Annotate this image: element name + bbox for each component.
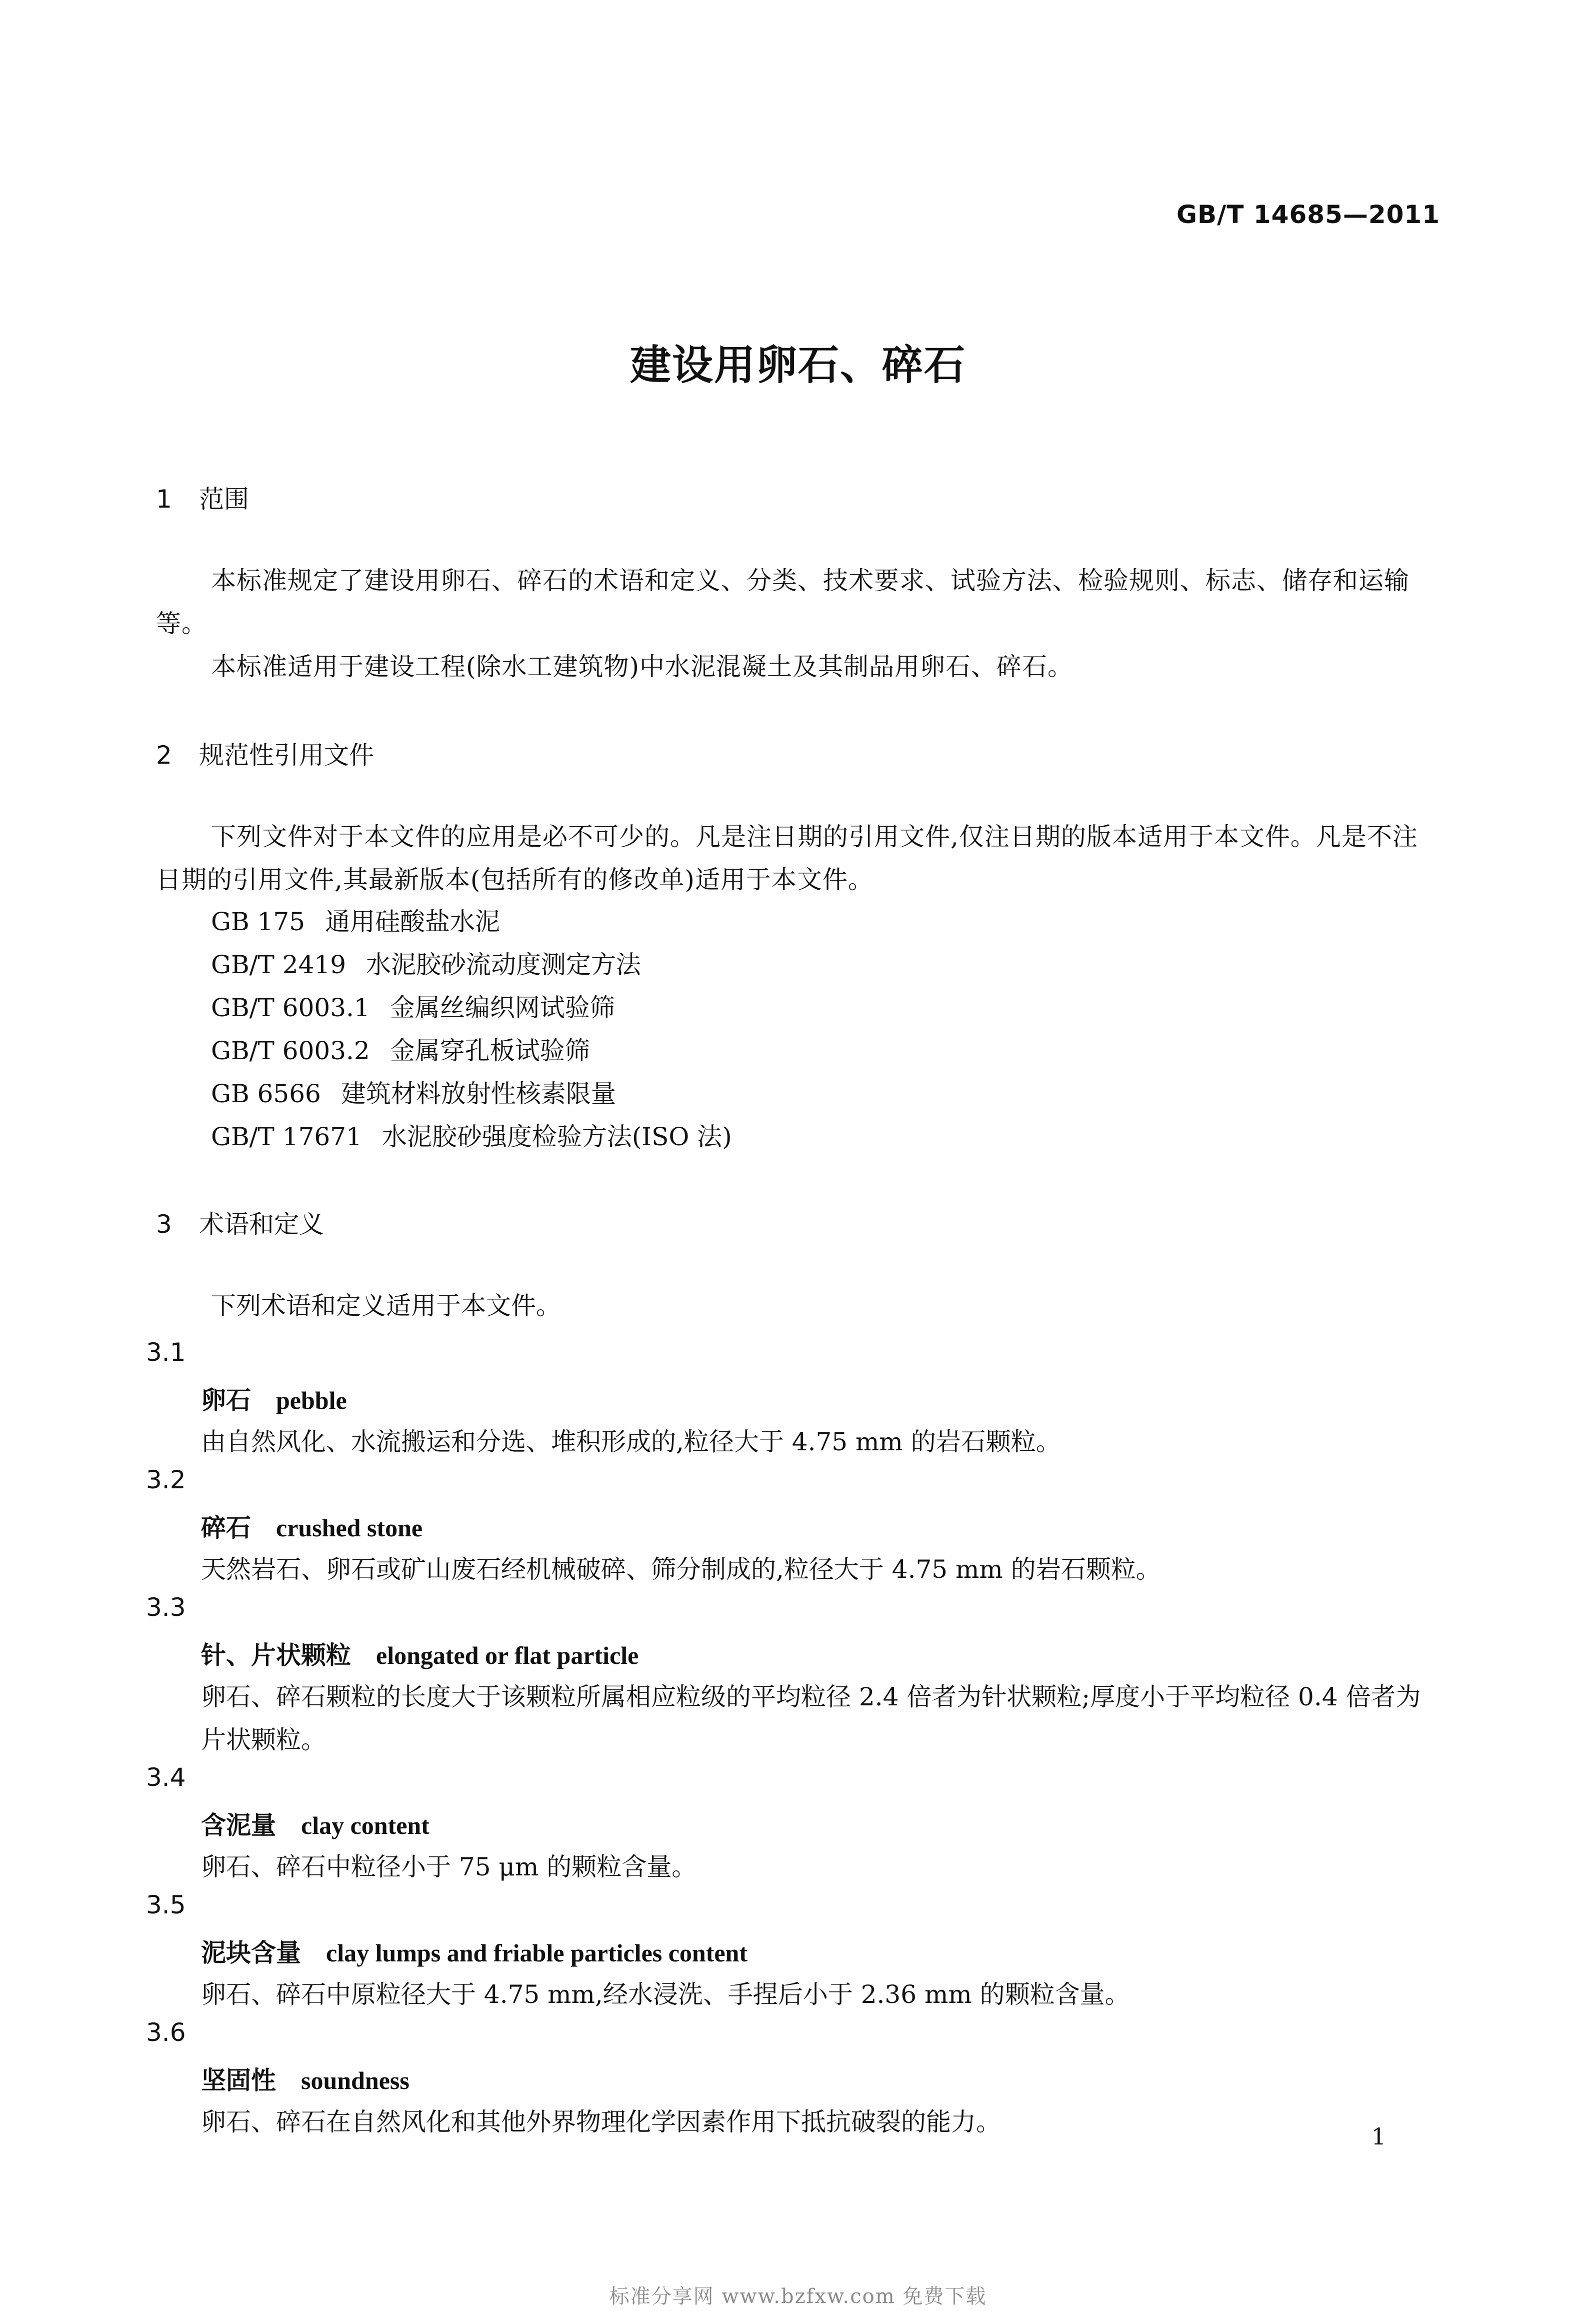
document-title: 建设用卵石、碎石 (630, 342, 966, 389)
reference-code: GB 6566 (211, 1079, 321, 1108)
term-name-en: clay lumps and friable particles content (326, 1939, 748, 1967)
term-definition: 卵石、碎石在自然风化和其他外界物理化学因素作用下抵抗破裂的能力。 (201, 2107, 1001, 2136)
section-1-heading (156, 479, 249, 515)
section-title: 规范性引用文件 (199, 741, 374, 770)
section-title: 范围 (199, 485, 249, 514)
section-2-heading (156, 735, 374, 771)
term-number: 3.1 (146, 1338, 186, 1367)
section-number: 1 (156, 485, 172, 514)
term-name-zh: 碎石 (201, 1513, 251, 1542)
term-name-zh: 含泥量 (201, 1810, 276, 1840)
reference-code: GB 175 (211, 907, 306, 936)
term-name (201, 1508, 422, 1544)
term-name-en: elongated or flat particle (376, 1641, 639, 1669)
reference-title: 金属丝编织网试验筛 (390, 993, 615, 1022)
reference-title: 水泥胶砂流动度测定方法 (366, 950, 642, 979)
section-number: 3 (156, 1210, 172, 1239)
term-number: 3.5 (146, 1890, 186, 1919)
term-name (201, 2060, 410, 2096)
term-name-en: clay content (301, 1811, 430, 1839)
section-3-heading (156, 1204, 324, 1240)
term-name (201, 1380, 347, 1416)
reference-code: GB/T 6003.2 (211, 1036, 370, 1065)
term-name (201, 1805, 430, 1841)
term-number: 3.6 (146, 2018, 186, 2047)
reference-item (211, 986, 615, 1029)
reference-title: 水泥胶砂强度检验方法(ISO 法) (382, 1122, 732, 1151)
term-name (201, 1635, 638, 1671)
reference-item (211, 1115, 732, 1158)
term-number: 3.2 (146, 1465, 186, 1494)
reference-code: GB/T 17671 (211, 1122, 362, 1151)
term-name-zh: 针、片状颗粒 (201, 1640, 351, 1670)
page-number: 1 (1371, 2123, 1386, 2150)
term-definition: 卵石、碎石颗粒的长度大于该颗粒所属相应粒级的平均粒径 2.4 倍者为针状颗粒;厚度小于平均粒径 0.4 倍者为片状颗粒。 (201, 1682, 1421, 1754)
reference-item (211, 900, 500, 943)
reference-code: GB/T 6003.1 (211, 993, 370, 1022)
reference-title: 金属穿孔板试验筛 (390, 1036, 590, 1065)
watermark-text: 标准分享网 www.bzfxw.com 免费下载 (609, 2285, 987, 2308)
reference-title: 建筑材料放射性核素限量 (340, 1079, 616, 1108)
scope-paragraph-2: 本标准适用于建设工程(除水工建筑物)中水泥混凝土及其制品用卵石、碎石。 (211, 652, 1074, 681)
reference-item (211, 1072, 616, 1115)
term-number: 3.3 (146, 1593, 186, 1622)
section-title: 术语和定义 (199, 1210, 324, 1239)
scope-paragraph-1: 本标准规定了建设用卵石、碎石的术语和定义、分类、技术要求、试验方法、检验规则、标志、储存和运输等。 (156, 566, 1410, 638)
term-name-zh: 泥块含量 (201, 1938, 301, 1967)
term-name-en: crushed stone (276, 1514, 423, 1542)
term-name-en: pebble (276, 1386, 347, 1414)
term-definition: 天然岩石、卵石或矿山废石经机械破碎、筛分制成的,粒径大于 4.75 mm 的岩石颗粒。 (201, 1555, 1161, 1584)
term-number: 3.4 (146, 1763, 186, 1792)
reference-item (211, 943, 641, 986)
standard-number: GB/T 14685—2011 (1176, 200, 1440, 229)
term-definition: 卵石、碎石中粒径小于 75 μm 的颗粒含量。 (201, 1852, 697, 1881)
term-name-zh: 坚固性 (201, 2065, 276, 2095)
reference-title: 通用硅酸盐水泥 (325, 907, 500, 936)
term-name-zh: 卵石 (201, 1385, 251, 1415)
term-definition: 由自然风化、水流搬运和分选、堆积形成的,粒径大于 4.75 mm 的岩石颗粒。 (201, 1427, 1061, 1456)
term-name (201, 1933, 748, 1969)
term-name-en: soundness (301, 2066, 410, 2094)
section-number: 2 (156, 741, 172, 770)
normative-intro: 下列文件对于本文件的应用是必不可少的。凡是注日期的引用文件,仅注日期的版本适用于本文件。凡是不注日期的引用文件,其最新版本(包括所有的修改单)适用于本文件。 (156, 822, 1418, 894)
reference-item (211, 1029, 590, 1072)
reference-code: GB/T 2419 (211, 950, 346, 979)
term-definition: 卵石、碎石中原粒径大于 4.75 mm,经水浸洗、手捏后小于 2.36 mm 的颗粒含量。 (201, 1980, 1130, 2009)
terms-intro: 下列术语和定义适用于本文件。 (211, 1291, 561, 1320)
